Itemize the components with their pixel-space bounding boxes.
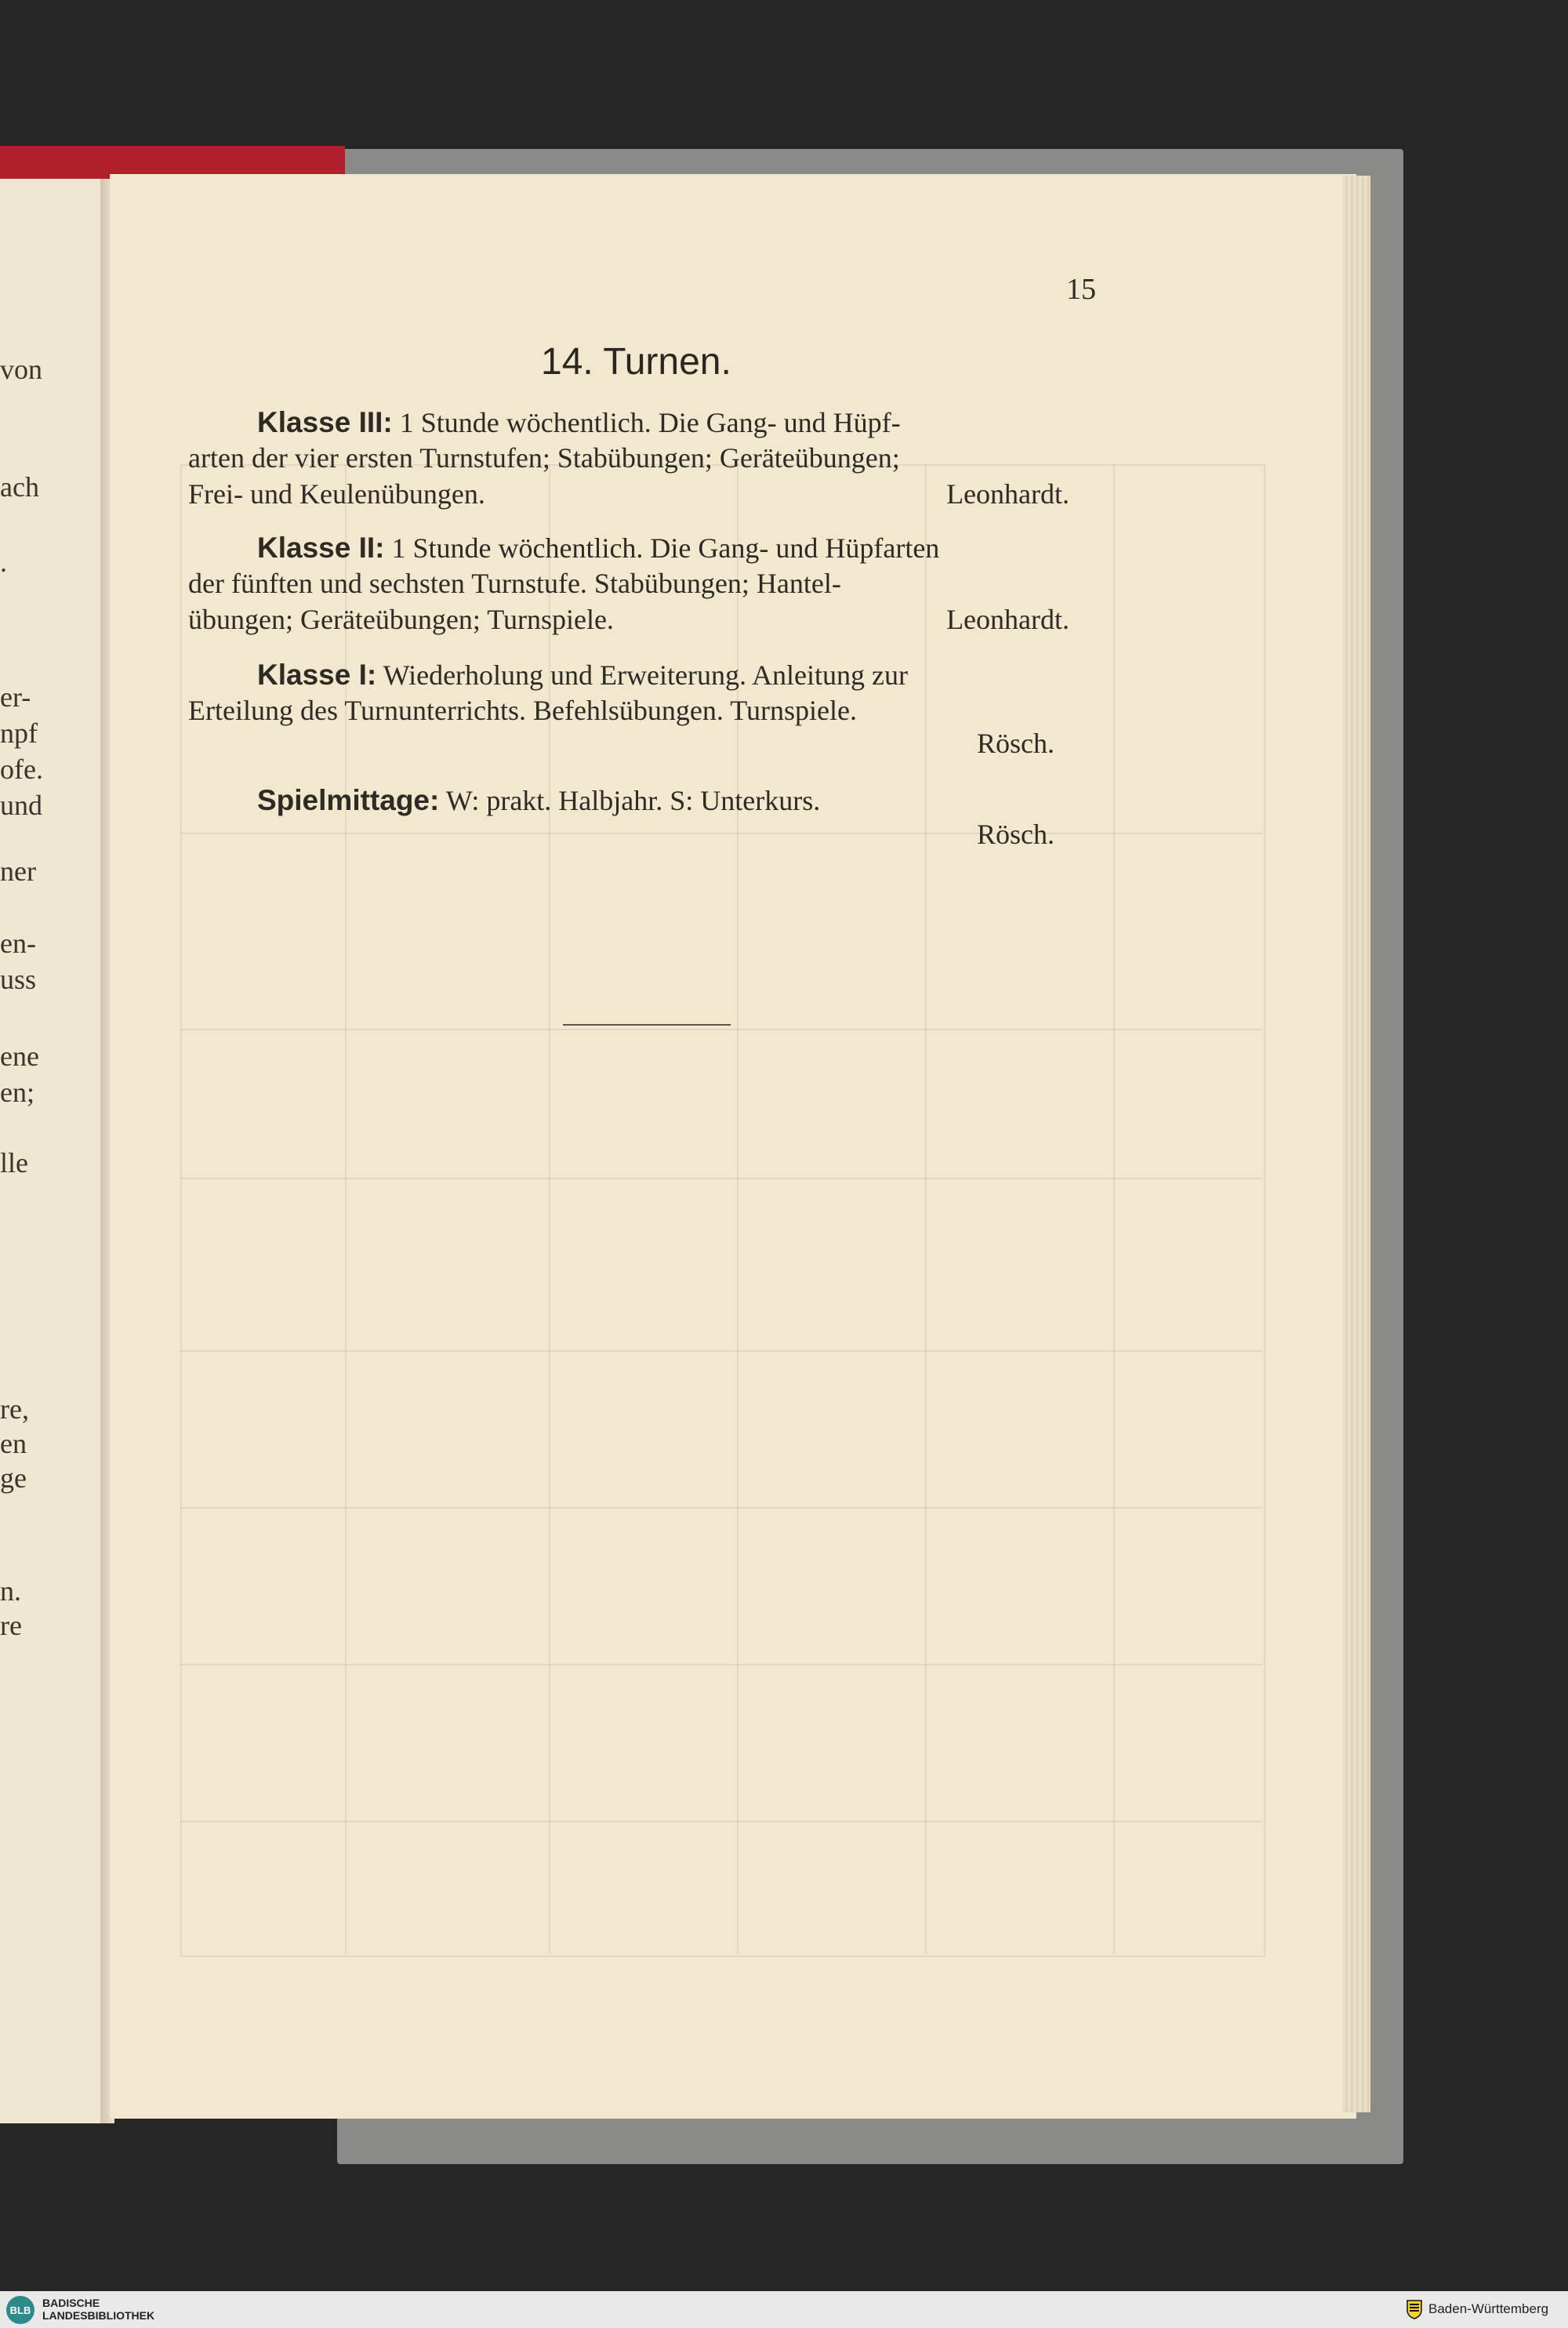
viewer-footer — [0, 2291, 1568, 2328]
library-name-line-1: BADISCHE — [42, 2297, 100, 2309]
show-through-rule — [180, 1029, 1262, 1030]
left-page-fragment: en — [0, 1428, 27, 1459]
show-through-rule — [925, 464, 927, 1954]
left-page-fragment: ner — [0, 855, 36, 887]
spielmittage-label: Spielmittage: — [257, 784, 440, 816]
klasse-1-line-2: Erteilung des Turnunterrichts. Befehlsübungen. Turnspiele. — [188, 695, 857, 726]
left-page-fragment: n. — [0, 1575, 21, 1607]
baden-wuerttemberg-crest-icon — [1406, 2299, 1423, 2319]
left-page-fragment: re, — [0, 1393, 29, 1425]
klasse-1-teacher: Rösch. — [977, 728, 1054, 759]
left-page-fragment: npf — [0, 717, 38, 749]
section-heading: 14. Turnen. — [541, 341, 731, 383]
klasse-2-line-2: der fünften und sechsten Turnstufe. Stabübungen; Hantel- — [188, 568, 841, 599]
klasse-3-text-3: Frei- und Keulenübungen. — [188, 478, 485, 510]
blb-logo-icon[interactable]: BLB — [6, 2296, 34, 2324]
show-through-rule — [180, 833, 1262, 834]
left-page-fragment: von — [0, 354, 42, 385]
klasse-3-line-1 — [257, 408, 901, 437]
klasse-2-label: Klasse II: — [257, 532, 385, 564]
left-page-fragment: re — [0, 1610, 22, 1641]
left-page-fragment: ofe. — [0, 754, 43, 785]
spielmittage-line-1 — [257, 786, 820, 815]
left-page-fragment: und — [0, 790, 42, 821]
klasse-3-line-2: arten der vier ersten Turnstufen; Stabübungen; Geräteübungen; — [188, 442, 900, 474]
left-page-fragment: . — [0, 547, 7, 578]
page-number: 15 — [1066, 273, 1096, 306]
show-through-rule — [180, 1350, 1262, 1352]
show-through-rule — [180, 1821, 1262, 1822]
klasse-2-teacher: Leonhardt. — [946, 604, 1069, 635]
show-through-rule — [180, 1178, 1262, 1179]
library-name-line-2: LANDESBIBLIOTHEK — [42, 2309, 155, 2322]
klasse-3-line-3 — [188, 480, 1069, 508]
left-page-fragment: uss — [0, 964, 37, 995]
state-label[interactable]: Baden-Württemberg — [1428, 2301, 1549, 2316]
left-page-fragment: ge — [0, 1462, 27, 1494]
left-page-fragment: ach — [0, 471, 39, 503]
left-page-fragment: er- — [0, 681, 31, 713]
left-page-fragment: ene — [0, 1041, 39, 1072]
page-edges — [1342, 176, 1370, 2112]
klasse-3-teacher: Leonhardt. — [946, 478, 1069, 510]
left-page-fragment: lle — [0, 1147, 28, 1179]
klasse-3-label: Klasse III: — [257, 406, 393, 438]
library-name[interactable] — [42, 2297, 154, 2322]
klasse-2-text-1: 1 Stunde wöchentlich. Die Gang- und Hüpfarten — [391, 532, 940, 564]
spielmittage-text-1: W: prakt. Halbjahr. S: Unterkurs. — [445, 785, 821, 816]
show-through-rule — [180, 1507, 1262, 1509]
klasse-1-text-1: Wiederholung und Erweiterung. Anleitung zur — [383, 659, 908, 691]
show-through-rule — [1113, 464, 1115, 1954]
left-page-fragment: en- — [0, 928, 36, 959]
show-through-rule — [180, 1664, 1262, 1665]
klasse-1-label: Klasse I: — [257, 659, 377, 691]
klasse-2-text-3: übungen; Geräteübungen; Turnspiele. — [188, 604, 614, 635]
left-page — [0, 179, 103, 2123]
left-page-fragment: en; — [0, 1077, 34, 1108]
klasse-1-line-1 — [257, 660, 908, 689]
klasse-2-line-1 — [257, 533, 939, 562]
spielmittage-teacher: Rösch. — [977, 819, 1054, 850]
klasse-2-line-3 — [188, 605, 1069, 634]
section-divider — [563, 1024, 731, 1026]
klasse-3-text-1: 1 Stunde wöchentlich. Die Gang- und Hüpf- — [399, 407, 901, 438]
